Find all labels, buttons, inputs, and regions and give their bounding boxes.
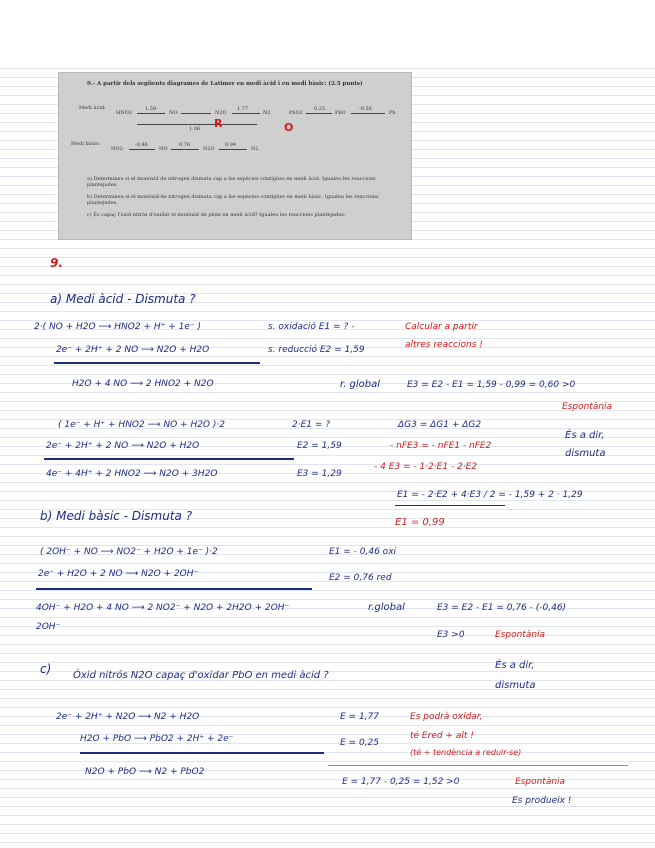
photo-acid-pe2: -0.58 — [359, 106, 372, 112]
photo-basic-s3: N2O — [203, 146, 215, 152]
photo-arrow — [219, 149, 247, 150]
a3-calc: E3 = E2 - E1 = 1,59 - 0,99 = 0,60 >0 — [407, 380, 576, 390]
b4-e3: E3 >0 — [437, 630, 465, 640]
a6-equation: 4e⁻ + 4H⁺ + 2 HNO2 ⟶ N2O + 3H2O — [46, 469, 218, 479]
a5-equation: 2e⁻ + 2H⁺ + 2 NO ⟶ N2O + H2O — [46, 441, 200, 451]
photo-question-b: b) Determineu si el monòxid de nitrogen dismuta cap a les espècies contígües en medi bàsic. Igualeu les reaccions plantejades. — [87, 194, 379, 206]
a2-label: s. reducció E2 = 1,59 — [268, 345, 365, 355]
c2-equation: H2O + PbO ⟶ PbO2 + 2H⁺ + 2e⁻ — [80, 734, 234, 744]
photo-arrow — [181, 113, 211, 114]
photo-acid-p1: PbO2 — [289, 110, 303, 116]
part-a-title: a) Medi àcid - Dismuta ? — [50, 292, 196, 306]
photo-arrow — [232, 113, 260, 114]
photo-basic-e1: -0.46 — [135, 142, 148, 148]
photo-basic-s1: NO2- — [111, 146, 125, 152]
c1-note: Es podrà oxidar, — [410, 712, 483, 722]
photo-question-a: a) Determineu si el monòxid de nitrogen dismuta cap a les espècies contígües en medi àcid. Igualeu les reaccions plantejades. — [87, 176, 376, 188]
part-b-title: b) Medi bàsic - Dismuta ? — [40, 509, 193, 523]
photo-basic-s4: N2 — [251, 146, 259, 152]
fraction-bar — [395, 505, 505, 506]
c2-note: té Ered + alt ! — [410, 731, 474, 741]
a-spontaneous: Espontània — [562, 402, 613, 412]
b4-spontaneous: Espontània — [495, 630, 546, 640]
a4-equation: ( 1e⁻ + H⁺ + HNO2 ⟶ NO + H2O )·2 — [58, 420, 225, 430]
photo-mark-r: R — [214, 117, 223, 130]
b-dismuta: dismuta — [495, 680, 536, 691]
divider — [54, 362, 260, 364]
photo-arrow — [306, 113, 332, 114]
c1-equation: 2e⁻ + 2H⁺ + N2O ⟶ N2 + H2O — [56, 712, 200, 722]
a2-equation: 2e⁻ + 2H⁺ + 2 NO ⟶ N2O + H2O — [56, 345, 210, 355]
photo-acid-p3: Pb — [389, 110, 396, 116]
b3-label: r.global — [368, 602, 405, 613]
photo-basic-label: Medi bàsic: — [71, 141, 101, 147]
a4-dg: ΔG3 = ΔG1 + ΔG2 — [398, 420, 482, 430]
photo-acid-s2: NO — [169, 110, 178, 116]
c3-calc: E = 1,77 - 0,25 = 1,52 >0 — [342, 777, 460, 787]
exam-question-photo — [58, 72, 412, 240]
c2-e: E = 0,25 — [340, 738, 379, 748]
a5-e: E2 = 1,59 — [297, 441, 342, 451]
part-c-title: c) — [40, 662, 52, 676]
a3-label: r. global — [340, 379, 381, 390]
photo-acid-pe1: 0.25 — [314, 106, 326, 112]
photo-acid-s1: HNO2 — [116, 110, 133, 116]
c2-note2: (té + tendència a reduir-se) — [410, 748, 522, 757]
photo-basic-s2: NO — [159, 146, 168, 152]
c-spontaneous: Espontània — [515, 777, 566, 787]
photo-arrow — [129, 149, 155, 150]
b2-equation: 2e⁻ + H2O + 2 NO ⟶ N2O + 2OH⁻ — [38, 569, 199, 579]
a1-equation: 2·( NO + H2O ⟶ HNO2 + H⁺ + 1e⁻ ) — [34, 322, 201, 332]
b2-e: E2 = 0,76 red — [329, 573, 392, 583]
photo-acid-e2: 1.77 — [237, 106, 249, 112]
b3-calc: E3 = E2 - E1 = 0,76 - (-0,46) — [437, 603, 567, 613]
a3-equation: H2O + 4 NO ⟶ 2 HNO2 + N2O — [72, 379, 214, 389]
question-number: 9. — [50, 256, 63, 270]
a5-dg: - nFE3 = - nFE1 - nFE2 — [390, 441, 492, 451]
b3-equation: 4OH⁻ + H2O + 4 NO ⟶ 2 NO2⁻ + N2O + 2H2O + 2OH⁻ — [36, 603, 290, 613]
photo-arrow — [351, 113, 385, 114]
photo-acid-e1: 1.59 — [145, 106, 157, 112]
a6-e: E3 = 1,29 — [297, 469, 342, 479]
photo-arrow — [137, 113, 165, 114]
b1-e: E1 = - 0,46 oxi — [329, 547, 397, 557]
photo-header: 9.- A partir dels segiients diagrames de Latimer en medi àcid i en medi bàsic: (2.5 punts) — [87, 81, 363, 87]
top-margin — [0, 0, 655, 58]
c1-e: E = 1,77 — [340, 712, 379, 722]
a2-note: altres reaccions ! — [405, 340, 483, 350]
photo-basic-e3: 0.94 — [225, 142, 237, 148]
c-question: Òxid nitrós N2O capaç d'oxidar PbO en medi àcid ? — [73, 670, 329, 681]
photo-question-c: c) És capaç l'òxid nitrós d'oxidar el monòxid de plom en medi àcid? Igualeu les reaccions plantejades. — [87, 212, 346, 218]
b3-2oh: 2OH⁻ — [36, 622, 61, 632]
a8-result: E1 = 0,99 — [395, 517, 445, 528]
photo-acid-s4: N2 — [263, 110, 271, 116]
photo-acid-label: Medi àcid: — [79, 105, 106, 111]
a1-note: Calcular a partir — [405, 322, 478, 332]
a7-calc: E1 = - 2·E2 + 4·E3 / 2 = - 1,59 + 2 · 1,29 — [397, 490, 583, 500]
photo-acid-ebottom: 1.06 — [189, 126, 201, 132]
b1-equation: ( 2OH⁻ + NO ⟶ NO2⁻ + H2O + 1e⁻ )·2 — [40, 547, 218, 557]
photo-mark-o: O — [284, 121, 294, 134]
c-es-produeix: Es produeix ! — [512, 796, 572, 806]
divider — [328, 765, 628, 766]
photo-acid-p2: PbO — [335, 110, 346, 116]
a4-e: 2·E1 = ? — [292, 420, 331, 430]
photo-arrow — [171, 149, 199, 150]
a6-dg: - 4 E3 = - 1·2·E1 - 2·E2 — [374, 462, 478, 472]
photo-arrow — [137, 124, 257, 125]
photo-acid-s3: N2O — [215, 110, 227, 116]
divider — [44, 458, 294, 460]
a-dismuta: dismuta — [565, 448, 606, 459]
photo-basic-e2: 0.76 — [179, 142, 191, 148]
a1-label: s. oxidació E1 = ? - — [268, 322, 355, 332]
b-es-a-dir: És a dir, — [495, 660, 535, 671]
divider — [36, 588, 312, 590]
c3-equation: N2O + PbO ⟶ N2 + PbO2 — [85, 767, 205, 777]
a-es-a-dir: És a dir, — [565, 430, 605, 441]
divider — [80, 752, 324, 754]
